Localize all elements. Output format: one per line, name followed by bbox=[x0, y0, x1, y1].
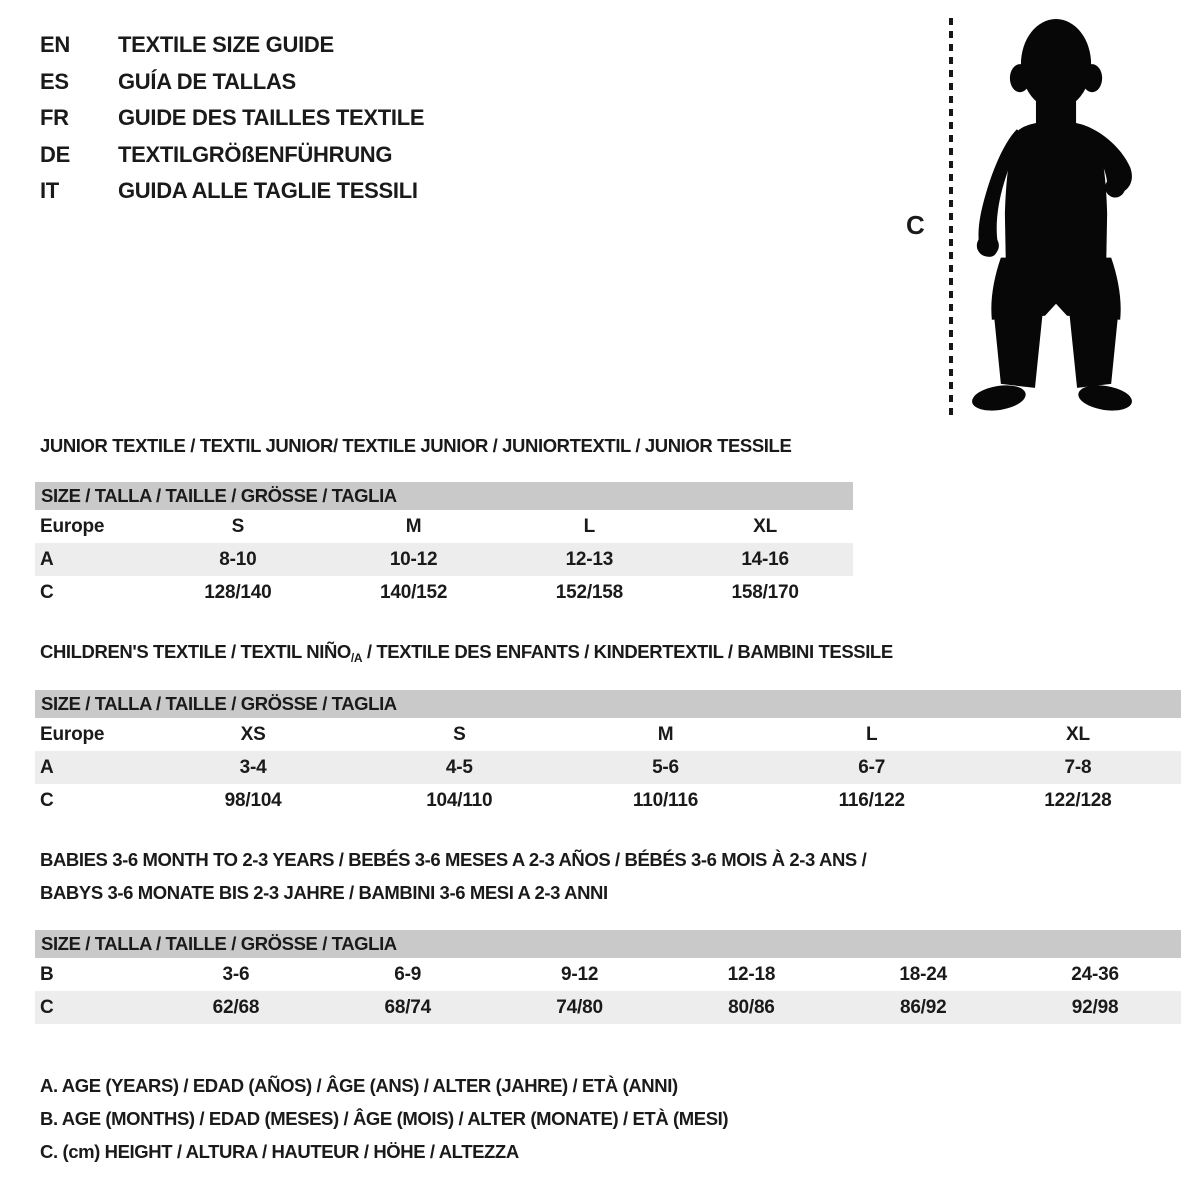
table-cell: 152/158 bbox=[555, 581, 624, 603]
children-size-table bbox=[35, 690, 1181, 817]
table-cell: 4-5 bbox=[445, 756, 473, 778]
table-cell: 5-6 bbox=[652, 756, 679, 778]
table-row bbox=[35, 784, 1181, 817]
height-dashed-line bbox=[949, 18, 953, 416]
language-code: FR bbox=[40, 105, 69, 131]
row-label: B bbox=[40, 963, 54, 985]
babies-title-line2: BABYS 3-6 MONATE BIS 2-3 JAHRE / BAMBINI 3-6 MESI A 2-3 ANNI bbox=[40, 882, 608, 903]
size-table-header: SIZE / TALLA / TAILLE / GRÖSSE / TAGLIA bbox=[35, 930, 1181, 958]
measurement-legend bbox=[40, 1070, 728, 1168]
language-title: TEXTILE SIZE GUIDE bbox=[118, 32, 334, 58]
table-cell: 62/68 bbox=[212, 996, 260, 1018]
row-label: A bbox=[40, 548, 54, 570]
language-title: TEXTILGRÖßENFÜHRUNG bbox=[118, 141, 393, 167]
table-cell: 158/170 bbox=[731, 581, 799, 603]
children-title-text: / TEXTILE DES ENFANTS / KINDERTEXTIL / BAMBINI TESSILE bbox=[362, 641, 893, 662]
language-title: GUÍA DE TALLAS bbox=[118, 68, 296, 94]
legend-line-a: A. AGE (YEARS) / EDAD (AÑOS) / ÂGE (ANS) / ALTER (JAHRE) / ETÀ (ANNI) bbox=[40, 1075, 678, 1097]
table-row bbox=[35, 718, 1181, 751]
language-code: ES bbox=[40, 68, 69, 94]
language-title: GUIDA ALLE TAGLIE TESSILI bbox=[118, 178, 418, 204]
table-cell: 116/122 bbox=[838, 789, 905, 811]
table-row bbox=[35, 510, 853, 543]
table-cell: 3-6 bbox=[222, 963, 250, 985]
table-cell: S bbox=[231, 515, 245, 537]
babies-size-table bbox=[35, 930, 1181, 1024]
legend-line-b: B. AGE (MONTHS) / EDAD (MESES) / ÂGE (MOIS) / ALTER (MONATE) / ETÀ (MESI) bbox=[40, 1108, 729, 1130]
language-row-fr bbox=[40, 100, 424, 137]
row-label: C bbox=[40, 789, 54, 811]
table-cell: 24-36 bbox=[1071, 963, 1119, 985]
row-label: Europe bbox=[40, 515, 105, 537]
junior-size-table bbox=[35, 482, 853, 609]
table-cell: 12-13 bbox=[565, 548, 614, 570]
table-cell: 122/128 bbox=[1044, 789, 1112, 811]
height-measure-label: C bbox=[906, 210, 925, 240]
row-label: C bbox=[40, 996, 54, 1018]
babies-title-line1: BABIES 3-6 MONTH TO 2-3 YEARS / BEBÉS 3-6 MESES A 2-3 AÑOS / BÉBÉS 3-6 MOIS À 2-3 ANS / bbox=[40, 849, 867, 870]
size-table-header: SIZE / TALLA / TAILLE / GRÖSSE / TAGLIA bbox=[35, 482, 853, 510]
language-code: DE bbox=[40, 141, 70, 167]
row-label: Europe bbox=[40, 723, 105, 745]
language-code: IT bbox=[40, 178, 59, 204]
table-cell: 104/110 bbox=[426, 789, 493, 811]
table-cell: L bbox=[583, 515, 596, 537]
table-cell: 98/104 bbox=[224, 789, 282, 811]
table-cell: 74/80 bbox=[556, 996, 603, 1018]
table-cell: 14-16 bbox=[741, 548, 789, 570]
table-cell: 86/92 bbox=[899, 996, 947, 1018]
table-cell: L bbox=[866, 723, 878, 745]
table-cell: XL bbox=[1065, 723, 1090, 745]
size-table-header: SIZE / TALLA / TAILLE / GRÖSSE / TAGLIA bbox=[35, 690, 1181, 718]
row-label: A bbox=[40, 756, 54, 778]
toddler-silhouette-icon bbox=[964, 15, 1138, 418]
table-cell: 7-8 bbox=[1064, 756, 1092, 778]
table-cell: 140/152 bbox=[379, 581, 448, 603]
babies-section-title bbox=[40, 843, 866, 909]
language-code: EN bbox=[40, 32, 70, 58]
table-row bbox=[35, 751, 1181, 784]
row-label: C bbox=[40, 581, 54, 603]
table-row bbox=[35, 991, 1181, 1024]
table-cell: 110/116 bbox=[632, 789, 699, 811]
table-cell: 10-12 bbox=[389, 548, 438, 570]
table-cell: XL bbox=[753, 515, 778, 537]
language-row-en bbox=[40, 27, 424, 64]
legend-line-c: C. (cm) HEIGHT / ALTURA / HAUTEUR / HÖHE / ALTEZZA bbox=[40, 1140, 519, 1162]
table-row bbox=[35, 958, 1181, 991]
junior-section-title: JUNIOR TEXTILE / TEXTIL JUNIOR/ TEXTILE JUNIOR / JUNIORTEXTIL / JUNIOR TESSILE bbox=[40, 435, 792, 456]
table-cell: 6-7 bbox=[858, 756, 886, 778]
table-cell: 8-10 bbox=[219, 548, 257, 570]
language-row-es bbox=[40, 64, 424, 101]
table-cell: 9-12 bbox=[560, 963, 599, 985]
table-cell: 6-9 bbox=[394, 963, 422, 985]
table-cell: M bbox=[657, 723, 674, 745]
table-cell: M bbox=[405, 515, 422, 537]
language-title: GUIDE DES TAILLES TEXTILE bbox=[118, 105, 425, 131]
language-row-it bbox=[40, 173, 424, 210]
table-cell: 68/74 bbox=[384, 996, 432, 1018]
table-cell: 18-24 bbox=[899, 963, 948, 985]
table-cell: 3-4 bbox=[239, 756, 267, 778]
table-cell: 12-18 bbox=[727, 963, 776, 985]
table-cell: S bbox=[453, 723, 466, 745]
language-list bbox=[40, 27, 424, 210]
children-title-subscript: /A bbox=[350, 651, 363, 665]
table-cell: 80/86 bbox=[728, 996, 775, 1018]
table-row bbox=[35, 543, 853, 576]
children-section-title bbox=[40, 641, 893, 665]
language-row-de bbox=[40, 137, 424, 174]
children-title-text: CHILDREN'S TEXTILE / TEXTIL NIÑO bbox=[40, 641, 351, 662]
table-cell: XS bbox=[240, 723, 266, 745]
table-cell: 92/98 bbox=[1071, 996, 1119, 1018]
table-row bbox=[35, 576, 853, 609]
table-cell: 128/140 bbox=[204, 581, 272, 603]
